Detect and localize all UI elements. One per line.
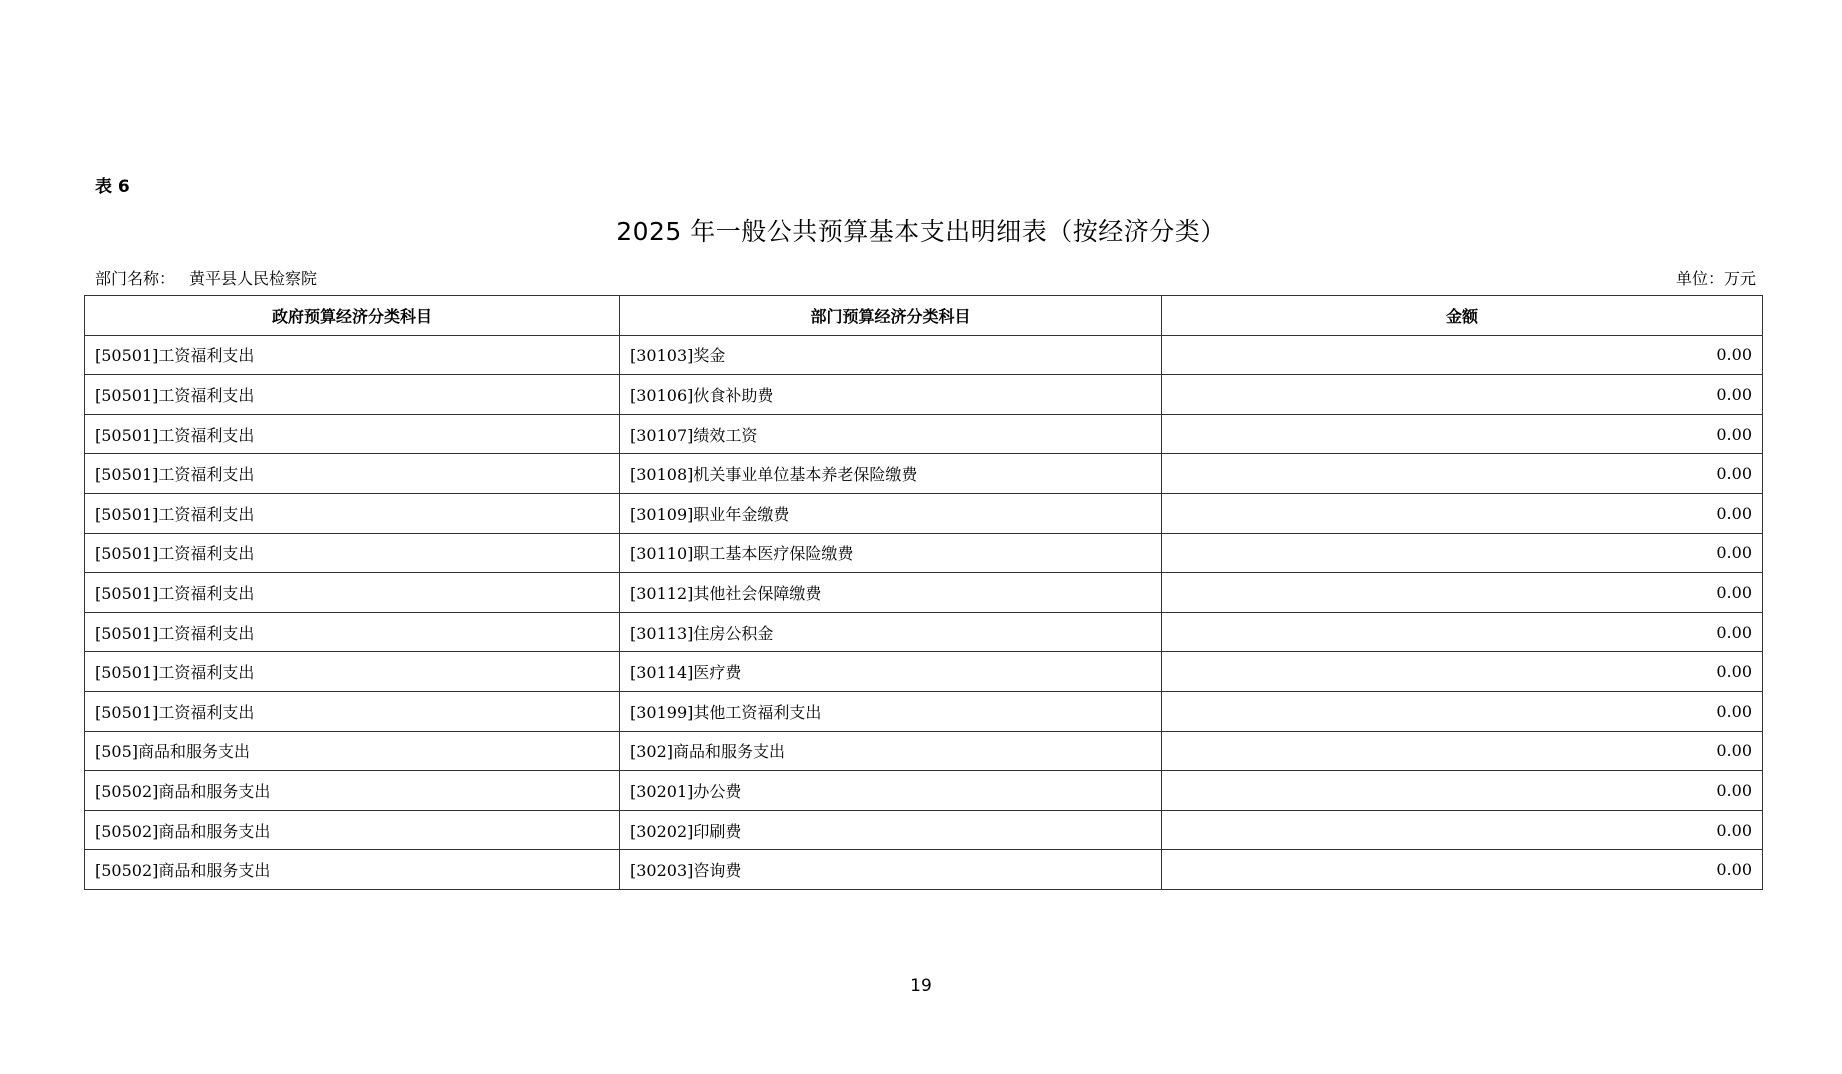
- gov-category-cell: [50501]工资福利支出: [85, 335, 620, 375]
- dept-category-cell: [30199]其他工资福利支出: [620, 691, 1162, 731]
- gov-category-cell: [50502]商品和服务支出: [85, 810, 620, 850]
- table-row: [85, 652, 1763, 692]
- amount-cell: 0.00: [1162, 454, 1763, 494]
- amount-cell: 0.00: [1162, 652, 1763, 692]
- table-row: [85, 731, 1763, 771]
- gov-category-cell: [50502]商品和服务支出: [85, 850, 620, 890]
- amount-cell: 0.00: [1162, 731, 1763, 771]
- table-row: [85, 493, 1763, 533]
- table-row: [85, 454, 1763, 494]
- amount-cell: 0.00: [1162, 533, 1763, 573]
- gov-category-cell: [50501]工资福利支出: [85, 691, 620, 731]
- gov-category-cell: [50501]工资福利支出: [85, 454, 620, 494]
- amount-cell: 0.00: [1162, 810, 1763, 850]
- dept-category-cell: [30203]咨询费: [620, 850, 1162, 890]
- gov-category-cell: [505]商品和服务支出: [85, 731, 620, 771]
- dept-category-cell: [30109]职业年金缴费: [620, 493, 1162, 533]
- table-header-row: [85, 296, 1763, 336]
- department-name: 黄平县人民检察院: [189, 269, 318, 288]
- table-row: [85, 810, 1763, 850]
- amount-cell: 0.00: [1162, 850, 1763, 890]
- amount-cell: 0.00: [1162, 612, 1763, 652]
- dept-category-cell: [30113]住房公积金: [620, 612, 1162, 652]
- table-row: [85, 850, 1763, 890]
- dept-category-cell: [30201]办公费: [620, 771, 1162, 811]
- amount-cell: 0.00: [1162, 414, 1763, 454]
- table-row: [85, 335, 1763, 375]
- amount-cell: 0.00: [1162, 771, 1763, 811]
- dept-category-cell: [302]商品和服务支出: [620, 731, 1162, 771]
- page-number: 19: [910, 976, 932, 996]
- table-body: [85, 335, 1763, 889]
- gov-category-cell: [50501]工资福利支出: [85, 612, 620, 652]
- amount-cell: 0.00: [1162, 493, 1763, 533]
- department-label: 部门名称：: [95, 269, 176, 288]
- table-row: [85, 573, 1763, 613]
- gov-category-cell: [50501]工资福利支出: [85, 573, 620, 613]
- gov-category-cell: [50501]工资福利支出: [85, 493, 620, 533]
- amount-cell: 0.00: [1162, 335, 1763, 375]
- gov-category-cell: [50501]工资福利支出: [85, 652, 620, 692]
- table-row: [85, 375, 1763, 415]
- gov-category-cell: [50501]工资福利支出: [85, 414, 620, 454]
- table-row: [85, 612, 1763, 652]
- dept-category-cell: [30112]其他社会保障缴费: [620, 573, 1162, 613]
- dept-category-cell: [30110]职工基本医疗保险缴费: [620, 533, 1162, 573]
- dept-category-cell: [30114]医疗费: [620, 652, 1162, 692]
- gov-category-cell: [50501]工资福利支出: [85, 533, 620, 573]
- amount-cell: 0.00: [1162, 375, 1763, 415]
- page-title: 2025 年一般公共预算基本支出明细表（按经济分类）: [616, 217, 1226, 246]
- gov-category-cell: [50501]工资福利支出: [85, 375, 620, 415]
- table-row: [85, 691, 1763, 731]
- dept-category-cell: [30107]绩效工资: [620, 414, 1162, 454]
- table-number: 表 6: [95, 177, 130, 197]
- table-row: [85, 771, 1763, 811]
- amount-cell: 0.00: [1162, 691, 1763, 731]
- gov-category-cell: [50502]商品和服务支出: [85, 771, 620, 811]
- table-row: [85, 533, 1763, 573]
- header-dept-category: 部门预算经济分类科目: [620, 296, 1162, 336]
- dept-category-cell: [30202]印刷费: [620, 810, 1162, 850]
- amount-cell: 0.00: [1162, 573, 1763, 613]
- header-gov-category: 政府预算经济分类科目: [85, 296, 620, 336]
- dept-category-cell: [30108]机关事业单位基本养老保险缴费: [620, 454, 1162, 494]
- header-amount: 金额: [1162, 296, 1763, 336]
- dept-category-cell: [30103]奖金: [620, 335, 1162, 375]
- department-line: [95, 266, 317, 289]
- table-row: [85, 414, 1763, 454]
- expenditure-table: [84, 295, 1763, 890]
- unit-label: 单位：万元: [1675, 269, 1756, 288]
- dept-category-cell: [30106]伙食补助费: [620, 375, 1162, 415]
